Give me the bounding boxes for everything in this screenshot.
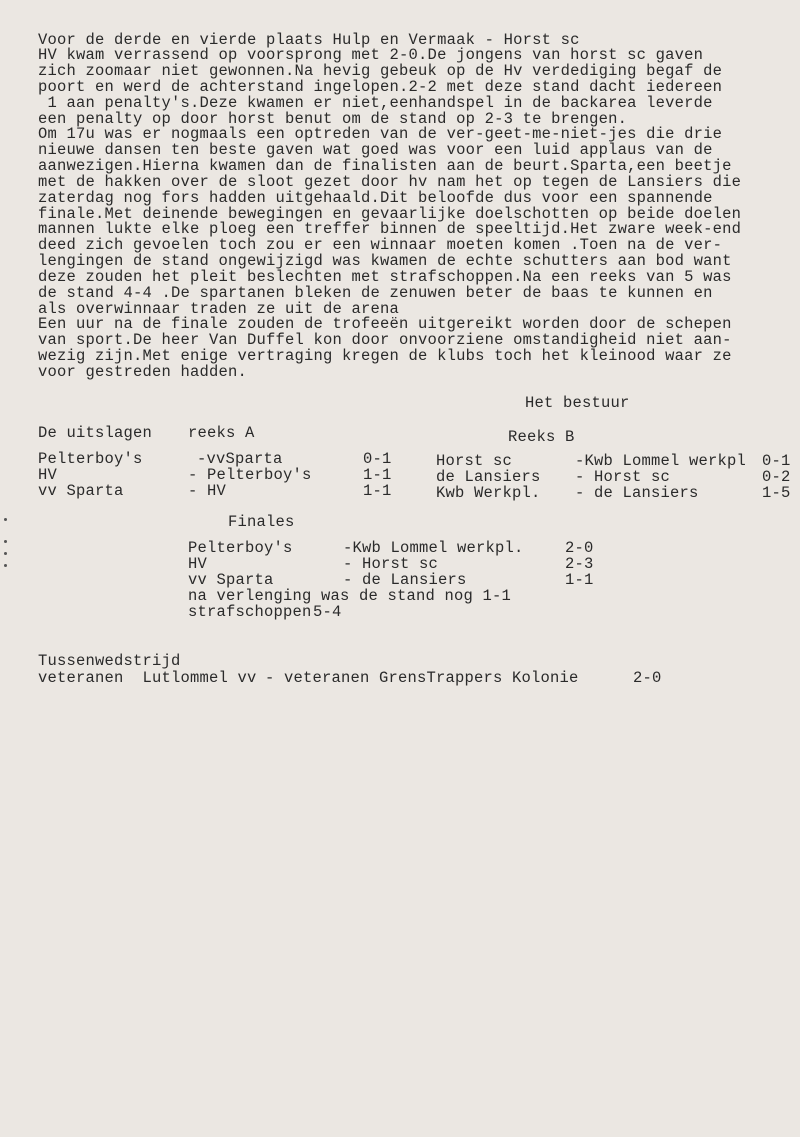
report-line: lengingen de stand ongewijzigd was kwamen de echte schutters aan bod want (38, 252, 732, 270)
binder-mark (4, 540, 7, 543)
penalties-label: strafschoppen (188, 603, 312, 621)
report-line: nieuwe dansen ten beste gaven wat goed was voor een luid applaus van de (38, 141, 713, 159)
report-line: finale.Met deinende bewegingen en gevaarlijke doelschotten op beide doelen (38, 205, 742, 223)
interlude-home: veteranen Lutlommel vv (38, 669, 257, 687)
match-away: - de Lansiers (343, 571, 467, 589)
match-score: 2-3 (565, 555, 594, 573)
match-score: 0-1 (363, 450, 392, 468)
report-line: mannen lukte elke ploeg een treffer binnen de speeltijd.Het zware week-end (38, 220, 742, 238)
finals-note: na verlenging was de stand nog 1-1 (188, 587, 512, 605)
match-home: Pelterboy's (38, 450, 143, 468)
match-away: -Kwb Lommel werkpl (575, 452, 747, 470)
interlude-score: 2-0 (633, 669, 662, 687)
match-score: 1-5 (762, 484, 791, 502)
report-line: 1 aan penalty's.Deze kwamen er niet,eenhandspel in de backarea leverde (38, 94, 713, 112)
report-line: zaterdag nog fors hadden uitgehaald.Dit beloofde dus voor een spannende (38, 189, 713, 207)
match-score: 1-1 (363, 482, 392, 500)
match-score: 0-2 (762, 468, 791, 486)
match-home: vv Sparta (188, 571, 274, 589)
report-line: Om 17u was er nogmaals een optreden van de ver-geet-me-niet-jes die drie (38, 125, 723, 143)
report-line: aanwezigen.Hierna kwamen dan de finalisten aan de beurt.Sparta,een beetje (38, 157, 732, 175)
match-score: 0-1 (762, 452, 791, 470)
report-line: wezig zijn.Met enige vertraging kregen de klubs toch het kleinood waar ze (38, 347, 732, 365)
report-line: deze zouden het pleit beslechten met strafschoppen.Na een reeks van 5 was (38, 268, 732, 286)
match-score: 1-1 (363, 466, 392, 484)
report-line: deed zich gevoelen toch zou er een winnaar moeten komen .Toen na de ver- (38, 236, 723, 254)
report-line: de stand 4-4 .De spartanen bleken de zenuwen beter de baas te kunnen en (38, 284, 713, 302)
report-line: van sport.De heer Van Duffel kon door onvoorziene omstandigheid niet aan- (38, 331, 732, 349)
penalties-score: 5-4 (313, 603, 342, 621)
match-away: - de Lansiers (575, 484, 699, 502)
results-heading: De uitslagen (38, 424, 153, 442)
interlude-heading: Tussenwedstrijd (38, 652, 181, 670)
binder-mark (4, 564, 7, 567)
match-away: -vvSparta (197, 450, 283, 468)
reeks-b-label: Reeks B (508, 428, 575, 446)
reeks-a-label: reeks A (188, 424, 255, 442)
report-line: een penalty op door horst benut om de stand op 2-3 te brengen. (38, 110, 628, 128)
match-score: 2-0 (565, 539, 594, 557)
match-home: de Lansiers (436, 468, 541, 486)
match-home: HV (38, 466, 58, 484)
match-home: vv Sparta (38, 482, 124, 500)
report-line: HV kwam verrassend op voorsprong met 2-0.De jongens van horst sc gaven (38, 46, 704, 64)
match-away: - HV (188, 482, 227, 500)
report-line: Een uur na de finale zouden de trofeeën uitgereikt worden door de schepen (38, 315, 732, 333)
finals-heading: Finales (228, 513, 295, 531)
report-line: met de hakken over de sloot gezet door hv nam het op tegen de Lansiers die (38, 173, 742, 191)
match-home: Pelterboy's (188, 539, 293, 557)
match-away: - Horst sc (343, 555, 439, 573)
binder-mark (4, 518, 7, 521)
match-away: - Pelterboy's (188, 466, 312, 484)
match-away: -Kwb Lommel werkpl. (343, 539, 524, 557)
signature: Het bestuur (525, 394, 630, 412)
interlude-away: - veteranen GrensTrappers Kolonie (265, 669, 579, 687)
report-line: als overwinnaar traden ze uit de arena (38, 300, 400, 318)
report-line: Voor de derde en vierde plaats Hulp en Vermaak - Horst sc (38, 31, 580, 49)
match-score: 1-1 (565, 571, 594, 589)
match-away: - Horst sc (575, 468, 671, 486)
match-home: Kwb Werkpl. (436, 484, 541, 502)
report-line: poort en werd de achterstand ingelopen.2-2 met deze stand dacht iedereen (38, 78, 723, 96)
report-line: zich zoomaar niet gewonnen.Na hevig gebeuk op de Hv verdediging begaf de (38, 62, 723, 80)
binder-mark (4, 552, 7, 555)
match-home: HV (188, 555, 208, 573)
match-home: Horst sc (436, 452, 513, 470)
report-line: voor gestreden hadden. (38, 363, 248, 381)
